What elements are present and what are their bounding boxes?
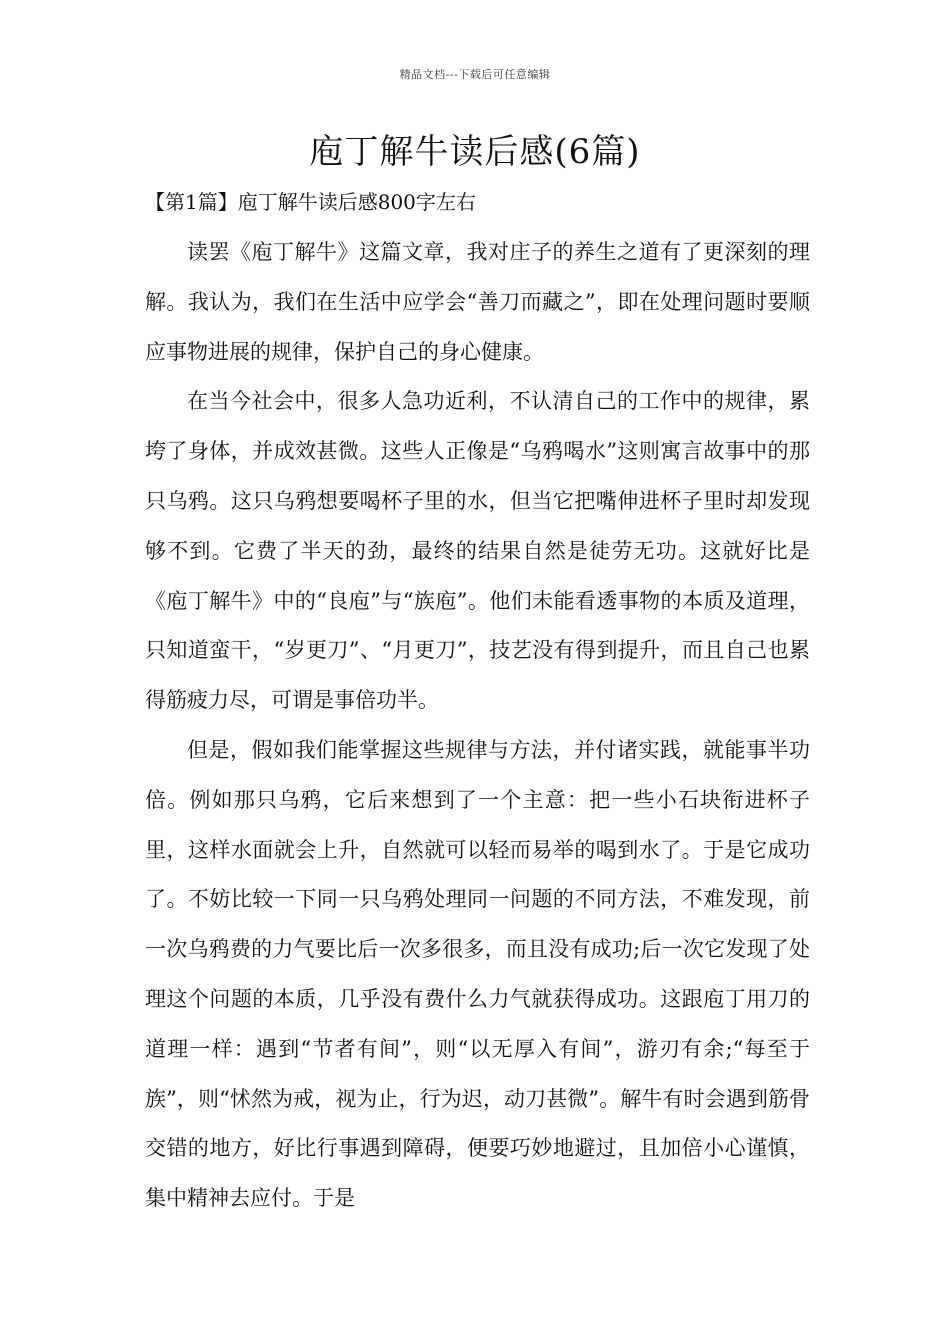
paragraph-2: 在当今社会中，很多人急功近利，不认清自己的工作中的规律，累垮了身体，并成效甚微。这些人正像是“乌鸦喝水”这则寓言故事中的那只乌鸦。这只乌鸦想要喝杯子里的水，但当它把嘴伸进杯子里时却发现够不到。它费了半天的劲，最终的结果自然是徒劳无功。这就好比是《庖丁解牛》中的“良庖”与“族庖”。他们未能看透事物的本质及道理，只知道蛮干，“岁更刀”、“月更刀”，技艺没有得到提升，而且自己也累得筋疲力尽，可谓是事倍功半。 [145,389,810,713]
paragraph-1: 读罢《庖丁解牛》这篇文章，我对庄子的养生之道有了更深刻的理解。我认为，我们在生活中应学会“善刀而藏之”，即在处理问题时要顺应事物进展的规律，保护自己的身心健康。 [145,240,810,364]
document-title: 庖丁解牛读后感(6篇) [309,132,641,172]
paragraph-3: 但是，假如我们能掌握这些规律与方法，并付诸实践，就能事半功倍。例如那只乌鸦，它后来想到了一个主意：把一些小石块衔进杯子里，这样水面就会上升，自然就可以轻而易举的喝到水了。于是它成功了。不妨比较一下同一只乌鸦处理同一问题的不同方法，不难发现，前一次乌鸦费的力气要比后一次多很多，而且没有成功;后一次它发现了处理这个问题的本质，几乎没有费什么力气就获得成功。这跟庖丁用刀的道理一样：遇到“节者有间”，则“以无厚入有间”，游刃有余;“每至于族”，则“怵然为戒，视为止，行为迟，动刀甚微”。解牛有时会遇到筋骨交错的地方，好比行事遇到障碍，便要巧妙地避过，且加倍小心谨慎，集中精神去应付。于是 [145,737,810,1211]
header-note: 精品文档---下载后可任意编辑 [399,68,551,81]
body-text [145,228,810,1224]
section-heading: 【第1篇】庖丁解牛读后感800字左右 [145,190,476,214]
